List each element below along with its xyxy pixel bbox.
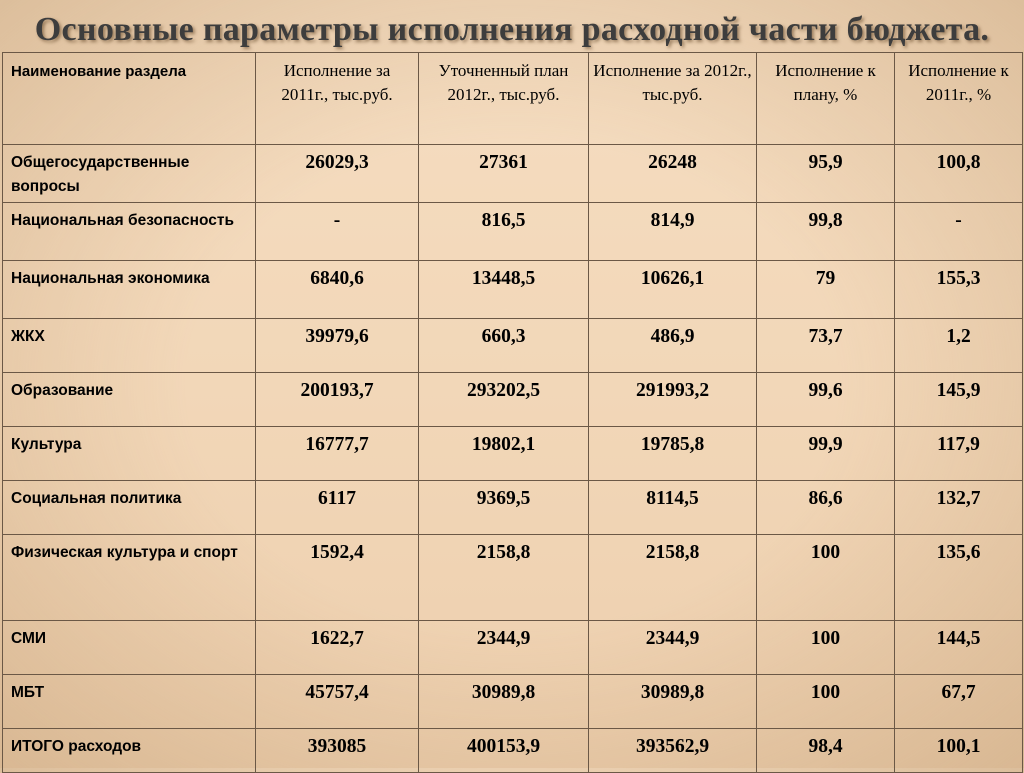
cell-execution-to-2011-pct: 117,9 — [895, 427, 1023, 481]
cell-execution-to-plan-pct: 86,6 — [757, 481, 895, 535]
page-title: Основные параметры исполнения расходной части бюджета. — [34, 11, 990, 48]
cell-execution-2011: 393085 — [256, 729, 419, 773]
table-row — [3, 373, 1023, 427]
cell-execution-to-2011-pct: 155,3 — [895, 261, 1023, 319]
cell-execution-to-plan-pct: 100 — [757, 535, 895, 621]
cell-execution-2011: 39979,6 — [256, 319, 419, 373]
cell-execution-to-2011-pct: 100,1 — [895, 729, 1023, 773]
cell-plan-2012: 400153,9 — [419, 729, 589, 773]
row-section-name: Социальная политика — [3, 481, 256, 535]
table-row — [3, 535, 1023, 621]
row-section-name: Общегосударственные вопросы — [3, 145, 256, 203]
table-row-total — [3, 729, 1023, 773]
row-section-name: ИТОГО расходов — [3, 729, 256, 773]
header-section-name: Наименование раздела — [3, 53, 256, 145]
cell-execution-2012: 10626,1 — [589, 261, 757, 319]
row-section-name: ЖКХ — [3, 319, 256, 373]
cell-execution-to-2011-pct: 100,8 — [895, 145, 1023, 203]
table-row — [3, 427, 1023, 481]
header-execution-2011: Исполнение за 2011г., тыс.руб. — [256, 53, 419, 145]
cell-execution-to-2011-pct: - — [895, 203, 1023, 261]
table-row — [3, 261, 1023, 319]
cell-plan-2012: 19802,1 — [419, 427, 589, 481]
cell-execution-to-plan-pct: 79 — [757, 261, 895, 319]
cell-execution-2011: 45757,4 — [256, 675, 419, 729]
row-section-name: Образование — [3, 373, 256, 427]
table-header-row — [3, 53, 1023, 145]
table-row — [3, 621, 1023, 675]
cell-execution-to-2011-pct: 144,5 — [895, 621, 1023, 675]
cell-execution-to-2011-pct: 1,2 — [895, 319, 1023, 373]
table-row — [3, 203, 1023, 261]
row-section-name: СМИ — [3, 621, 256, 675]
cell-plan-2012: 816,5 — [419, 203, 589, 261]
row-section-name: Национальная экономика — [3, 261, 256, 319]
cell-plan-2012: 660,3 — [419, 319, 589, 373]
row-section-name: Культура — [3, 427, 256, 481]
cell-plan-2012: 30989,8 — [419, 675, 589, 729]
cell-execution-to-2011-pct: 145,9 — [895, 373, 1023, 427]
cell-execution-to-plan-pct: 99,6 — [757, 373, 895, 427]
header-execution-to-2011-pct: Исполнение к 2011г., % — [895, 53, 1023, 145]
cell-execution-to-2011-pct: 135,6 — [895, 535, 1023, 621]
cell-execution-to-plan-pct: 73,7 — [757, 319, 895, 373]
cell-execution-2012: 2344,9 — [589, 621, 757, 675]
table-row — [3, 481, 1023, 535]
cell-execution-2012: 486,9 — [589, 319, 757, 373]
cell-execution-2011: 16777,7 — [256, 427, 419, 481]
row-section-name: МБТ — [3, 675, 256, 729]
cell-execution-to-2011-pct: 67,7 — [895, 675, 1023, 729]
cell-plan-2012: 9369,5 — [419, 481, 589, 535]
cell-execution-2012: 2158,8 — [589, 535, 757, 621]
cell-execution-to-plan-pct: 99,9 — [757, 427, 895, 481]
cell-execution-2012: 30989,8 — [589, 675, 757, 729]
cell-execution-2012: 8114,5 — [589, 481, 757, 535]
cell-plan-2012: 2158,8 — [419, 535, 589, 621]
cell-execution-2011: 6117 — [256, 481, 419, 535]
cell-execution-2012: 393562,9 — [589, 729, 757, 773]
table-row — [3, 319, 1023, 373]
table-row — [3, 145, 1023, 203]
row-section-name: Национальная безопасность — [3, 203, 256, 261]
cell-execution-2011: 26029,3 — [256, 145, 419, 203]
cell-plan-2012: 13448,5 — [419, 261, 589, 319]
cell-execution-to-plan-pct: 95,9 — [757, 145, 895, 203]
header-execution-to-plan-pct: Исполнение к плану, % — [757, 53, 895, 145]
cell-execution-to-plan-pct: 99,8 — [757, 203, 895, 261]
table-row — [3, 675, 1023, 729]
cell-plan-2012: 2344,9 — [419, 621, 589, 675]
cell-plan-2012: 293202,5 — [419, 373, 589, 427]
row-section-name: Физическая культура и спорт — [3, 535, 256, 621]
cell-execution-to-2011-pct: 132,7 — [895, 481, 1023, 535]
cell-plan-2012: 27361 — [419, 145, 589, 203]
cell-execution-2012: 291993,2 — [589, 373, 757, 427]
budget-table — [2, 52, 1023, 773]
cell-execution-2012: 19785,8 — [589, 427, 757, 481]
cell-execution-to-plan-pct: 100 — [757, 621, 895, 675]
cell-execution-2012: 26248 — [589, 145, 757, 203]
cell-execution-2011: 6840,6 — [256, 261, 419, 319]
cell-execution-2011: 1592,4 — [256, 535, 419, 621]
header-execution-2012: Исполнение за 2012г., тыс.руб. — [589, 53, 757, 145]
cell-execution-2011: - — [256, 203, 419, 261]
cell-execution-to-plan-pct: 98,4 — [757, 729, 895, 773]
cell-execution-2011: 200193,7 — [256, 373, 419, 427]
header-plan-2012: Уточненный план 2012г., тыс.руб. — [419, 53, 589, 145]
cell-execution-2012: 814,9 — [589, 203, 757, 261]
cell-execution-to-plan-pct: 100 — [757, 675, 895, 729]
cell-execution-2011: 1622,7 — [256, 621, 419, 675]
